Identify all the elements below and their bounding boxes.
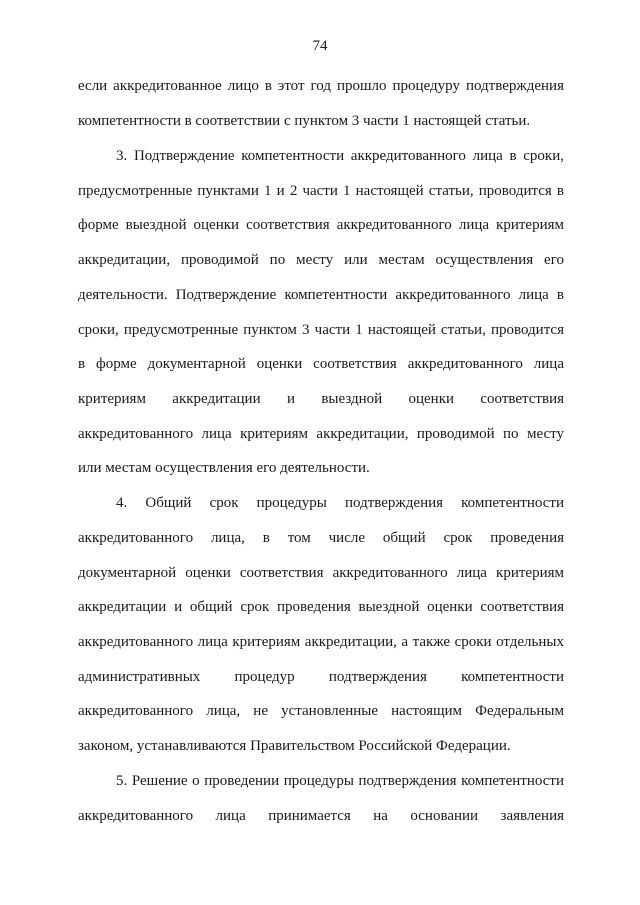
- text-line: форме выездной оценки соответствия аккредитованного лица критериям: [78, 217, 564, 233]
- text-line: аккредитованного лица, не установленные настоящим Федеральным: [78, 703, 564, 719]
- text-line: в форме документарной оценки соответствия аккредитованного лица: [78, 356, 564, 372]
- text-line: сроки, предусмотренные пунктом 3 части 1 настоящей статьи, проводится: [78, 322, 564, 338]
- text-line: аккредитации, проводимой по месту или местам осуществления его: [78, 252, 564, 268]
- page-number: 74: [312, 38, 328, 54]
- text-line: или местам осуществления его деятельности.: [78, 460, 370, 476]
- paragraph-start-line: 3. Подтверждение компетентности аккредитованного лица в сроки,: [116, 148, 564, 164]
- text-line: аккредитованного лица принимается на основании заявления: [78, 808, 564, 824]
- text-line: аккредитации и общий срок проведения выездной оценки соответствия: [78, 599, 564, 615]
- text-line: деятельности. Подтверждение компетентности аккредитованного лица в: [78, 287, 564, 303]
- text-line: если аккредитованное лицо в этот год прошло процедуру подтверждения: [78, 78, 564, 94]
- text-line: компетентности в соответствии с пунктом 3 части 1 настоящей статьи.: [78, 113, 531, 129]
- text-line: аккредитованного лица критериям аккредитации, а также сроки отдельных: [78, 634, 564, 650]
- text-line: законом, устанавливаются Правительством Российской Федерации.: [78, 738, 511, 754]
- text-line: административных процедур подтверждения компетентности: [78, 669, 564, 685]
- paragraph-start-line: 4. Общий срок процедуры подтверждения компетентности: [116, 495, 564, 511]
- text-line: аккредитованного лица, в том числе общий срок проведения: [78, 530, 564, 546]
- paragraph-start-line: 5. Решение о проведении процедуры подтверждения компетентности: [116, 773, 564, 789]
- text-line: критериям аккредитации и выездной оценки соответствия: [78, 391, 564, 407]
- text-line: предусмотренные пунктами 1 и 2 части 1 настоящей статьи, проводится в: [78, 183, 564, 199]
- text-line: документарной оценки соответствия аккредитованного лица критериям: [78, 565, 564, 581]
- text-line: аккредитованного лица критериям аккредитации, проводимой по месту: [78, 426, 564, 442]
